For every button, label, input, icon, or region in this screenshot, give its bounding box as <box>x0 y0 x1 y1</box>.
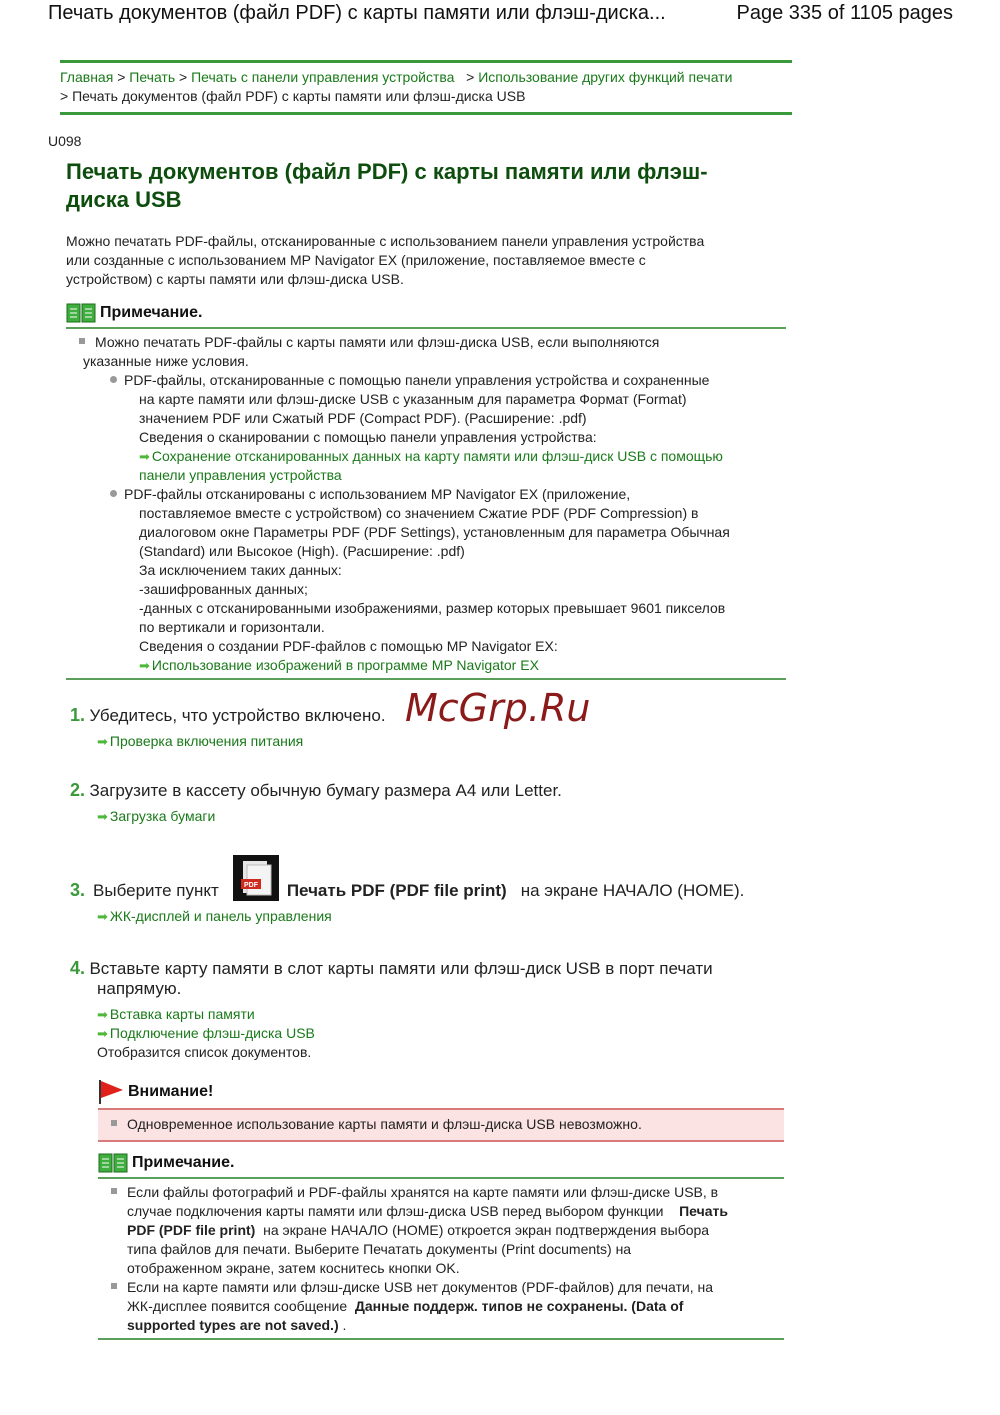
link-text[interactable]: Вставка карты памяти <box>109 1006 255 1022</box>
link-text[interactable]: Использование изображений в программе MP Navigator EX <box>151 657 539 673</box>
load-paper-link[interactable] <box>70 807 790 826</box>
warning-text: Одновременное использование карты памяти и флэш-диска USB невозможно. <box>127 1116 642 1132</box>
step-text: напрямую. <box>97 979 182 998</box>
watermark: McGrp.Ru <box>405 686 591 730</box>
page-title <box>66 158 786 214</box>
note-text: Сведения о создании PDF-файлов с помощью MP Navigator EX: <box>139 638 558 654</box>
red-flag-icon <box>98 1080 124 1104</box>
breadcrumb <box>60 60 792 115</box>
step-text: Убедитесь, что устройство включено. <box>89 706 386 725</box>
divider <box>66 327 786 329</box>
arrow-right-icon: ➡ <box>97 1026 108 1041</box>
arrow-right-icon: ➡ <box>97 809 108 824</box>
round-bullet-icon <box>110 490 117 497</box>
arrow-right-icon: ➡ <box>139 449 150 464</box>
link-text[interactable]: Подключение флэш-диска USB <box>109 1025 315 1041</box>
page-counter: Page 335 of 1105 pages <box>736 2 953 24</box>
note-text: Сведения о сканировании с помощью панели управления устройства: <box>139 429 597 445</box>
breadcrumb-panel-print-link[interactable]: Печать с панели управления устройства <box>191 69 455 85</box>
book-icon <box>98 1152 128 1174</box>
note-text: PDF-файлы, отсканированные с помощью панели управления устройства и сохраненные <box>124 372 710 388</box>
square-bullet-icon <box>79 338 85 344</box>
note-item <box>66 333 786 675</box>
divider <box>98 1177 784 1179</box>
note-text: Если на карте памяти или флэш-диске USB нет документов (PDF-файлов) для печати, на <box>127 1279 714 1295</box>
breadcrumb-other-functions-link[interactable]: Использование других функций печати <box>478 69 733 85</box>
scan-save-link-cont[interactable]: панели управления устройства <box>139 467 342 483</box>
square-bullet-icon <box>111 1120 117 1126</box>
intro-paragraph <box>66 232 786 289</box>
intro-line: или созданные с использованием MP Navigator EX (приложение, поставляемое вместе с <box>66 252 646 268</box>
note-text: Можно печатать PDF-файлы с карты памяти или флэш-диска USB, если выполняются <box>95 334 660 350</box>
step-text-bold: Печать PDF (PDF file print) <box>286 881 507 900</box>
note-heading-label: Примечание. <box>100 304 203 321</box>
note-text: За исключением таких данных: <box>139 562 342 578</box>
note-text: на карте памяти или флэш-диске USB с указанным для параметра Формат (Format) <box>139 391 687 407</box>
note-text: . <box>342 1317 347 1333</box>
note-text: поставляемое вместе с устройством) со значением Сжатие PDF (PDF Compression) в <box>139 505 699 521</box>
note-heading-label: Примечание. <box>132 1154 235 1171</box>
step-text: Выберите пункт <box>93 881 219 900</box>
intro-line: Можно печатать PDF-файлы, отсканированные с использованием панели управления устройства <box>66 233 705 249</box>
step <box>70 855 790 926</box>
note-text: значением PDF или Сжатый PDF (Compact PDF). (Расширение: .pdf) <box>139 410 587 426</box>
power-check-link[interactable] <box>70 732 790 751</box>
breadcrumb-separator: > <box>117 69 126 85</box>
note-block <box>66 302 786 680</box>
step-number: 3. <box>70 880 86 900</box>
sub-bullet <box>79 485 786 675</box>
sub-bullet <box>79 371 786 485</box>
divider <box>98 1338 784 1340</box>
round-bullet-icon <box>110 376 117 383</box>
arrow-right-icon: ➡ <box>97 909 108 924</box>
square-bullet-icon <box>111 1188 117 1194</box>
note-text: PDF-файлы отсканированы с использованием MP Navigator EX (приложение, <box>124 486 631 502</box>
breadcrumb-home-link[interactable]: Главная <box>60 69 114 85</box>
mp-navigator-link[interactable] <box>139 656 786 675</box>
connect-usb-link[interactable] <box>97 1024 790 1043</box>
scan-save-link[interactable] <box>139 447 786 466</box>
note-item <box>98 1183 784 1335</box>
note-text: по вертикали и горизонтали. <box>139 619 325 635</box>
intro-line: устройством) с карты памяти или флэш-диска USB. <box>66 271 404 287</box>
page-title-line: диска USB <box>66 187 182 212</box>
book-icon <box>66 302 96 324</box>
note-text: -данных с отсканированными изображениями, размер которых превышает 9601 пикселов <box>139 600 726 616</box>
square-bullet-icon <box>111 1283 117 1289</box>
note-text: Если файлы фотографий и PDF-файлы хранятся на карте памяти или флэш-диске USB, в <box>127 1184 719 1200</box>
step-number: 1. <box>70 705 86 725</box>
insert-card-link[interactable] <box>97 1005 790 1024</box>
breadcrumb-current: > Печать документов (файл PDF) с карты памяти или флэш-диска USB <box>60 88 526 104</box>
note-text-bold: Данные поддерж. типов не сохранены. (Data of <box>354 1298 684 1314</box>
arrow-right-icon: ➡ <box>97 1007 108 1022</box>
link-text[interactable]: Проверка включения питания <box>109 733 304 749</box>
step <box>70 780 790 826</box>
step-text: Вставьте карту памяти в слот карты памяти или флэш-диск USB в порт печати <box>89 959 713 978</box>
note-text: -зашифрованных данных; <box>139 581 308 597</box>
note-text-bold: Печать <box>679 1203 728 1219</box>
breadcrumb-separator: > <box>179 69 188 85</box>
step-result-text: Отобразится список документов. <box>97 1044 312 1060</box>
arrow-right-icon: ➡ <box>97 734 108 749</box>
doc-code: U098 <box>48 133 82 149</box>
arrow-right-icon: ➡ <box>139 658 150 673</box>
note-heading <box>66 302 786 324</box>
link-text[interactable]: Сохранение отсканированных данных на карту памяти или флэш-диск USB с помощью <box>151 448 723 464</box>
note-text: типа файлов для печати. Выберите Печатать документы (Print documents) на <box>127 1241 632 1257</box>
warning-box <box>98 1108 784 1142</box>
link-text[interactable]: Загрузка бумаги <box>109 808 216 824</box>
step-number: 4. <box>70 958 86 978</box>
pdf-print-icon <box>233 855 279 901</box>
warning-heading-label: Внимание! <box>128 1083 214 1100</box>
step-text: на экране НАЧАЛО (HOME). <box>520 881 745 900</box>
divider <box>66 678 786 680</box>
note-text: на экране НАЧАЛО (HOME) откроется экран подтверждения выбора <box>263 1222 710 1238</box>
step-number: 2. <box>70 780 86 800</box>
note-block <box>98 1152 784 1340</box>
page-title-line: Печать документов (файл PDF) с карты памяти или флэш- <box>66 159 708 184</box>
step-text: Загрузите в кассету обычную бумагу размера A4 или Letter. <box>89 781 562 800</box>
note-text: случае подключения карты памяти или флэш-диска USB перед выбором функции <box>127 1203 664 1219</box>
breadcrumb-separator: > <box>466 69 475 85</box>
note-text-bold: PDF (PDF file print) <box>127 1222 256 1238</box>
pdf-icon-label: PDF <box>243 882 258 889</box>
note-heading <box>98 1152 784 1174</box>
link-text[interactable]: ЖК-дисплей и панель управления <box>109 908 332 924</box>
note-text: отображенном экране, затем коснитесь кнопки OK. <box>127 1260 460 1276</box>
note-text-bold: supported types are not saved.) <box>127 1317 339 1333</box>
warning-heading <box>98 1080 213 1104</box>
document-header-title: Печать документов (файл PDF) с карты памяти или флэш-диска... <box>48 2 666 24</box>
note-text: указанные ниже условия. <box>83 353 249 369</box>
note-text: (Standard) или Высокое (High). (Расширение: .pdf) <box>139 543 465 559</box>
lcd-panel-link[interactable] <box>70 907 790 926</box>
note-text: диалоговом окне Параметры PDF (PDF Settings), установленным для параметра Обычная <box>139 524 730 540</box>
note-text: ЖК-дисплее появится сообщение <box>127 1298 348 1314</box>
breadcrumb-print-link[interactable]: Печать <box>129 69 176 85</box>
step <box>70 958 790 1062</box>
